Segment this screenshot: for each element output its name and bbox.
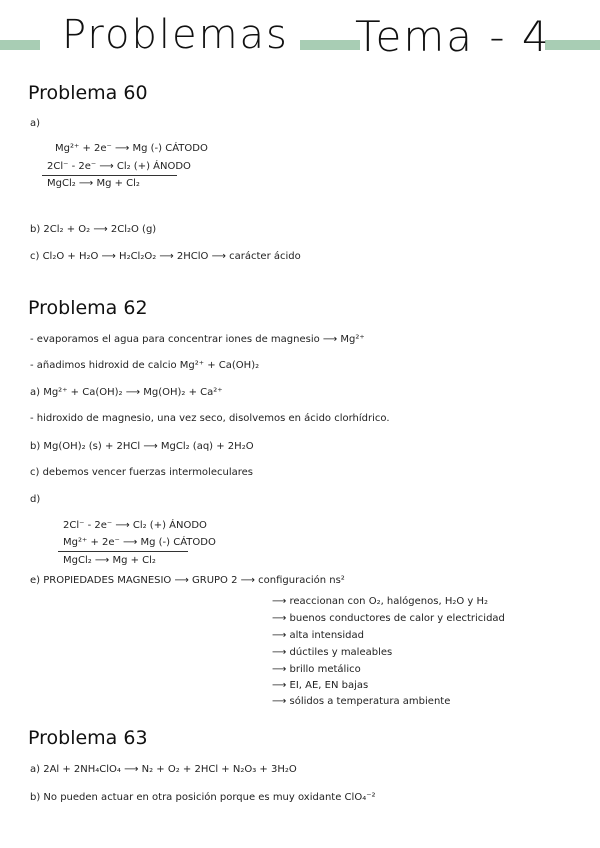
p62-line2: - añadimos hidroxid de calcio Mg²⁺ + Ca(OH)₂ bbox=[30, 360, 260, 371]
p60-a-line2: 2Cl⁻ - 2e⁻ ⟶ Cl₂ (+) ÁNODO bbox=[47, 161, 191, 172]
p63-a-line: a) 2Al + 2NH₄ClO₄ ⟶ N₂ + O₂ + 2HCl + N₂O₃ + 3H₂O bbox=[30, 764, 297, 775]
p62-d-line2: Mg²⁺ + 2e⁻ ⟶ Mg (-) CÁTODO bbox=[63, 537, 216, 548]
p60-c-line: c) Cl₂O + H₂O ⟶ H₂Cl₂O₂ ⟶ 2HClO ⟶ carácter ácido bbox=[30, 251, 301, 262]
p62-line3: a) Mg²⁺ + Ca(OH)₂ ⟶ Mg(OH)₂ + Ca²⁺ bbox=[30, 387, 223, 398]
p62-d-line1: 2Cl⁻ - 2e⁻ ⟶ Cl₂ (+) ÁNODO bbox=[63, 520, 207, 531]
highlight-stripe-right bbox=[545, 40, 600, 50]
p62-prop-3: ⟶ alta intensidad bbox=[272, 630, 364, 641]
p60-a-line3: MgCl₂ ⟶ Mg + Cl₂ bbox=[47, 178, 140, 189]
page-title-left: Problemas bbox=[62, 12, 289, 58]
p62-e-main: e) PROPIEDADES MAGNESIO ⟶ GRUPO 2 ⟶ configuración ns² bbox=[30, 575, 345, 586]
page-title-right: Tema - 4 bbox=[355, 12, 551, 61]
p62-sum-rule bbox=[58, 551, 188, 552]
p62-prop-1: ⟶ reaccionan con O₂, halógenos, H₂O y H₂ bbox=[272, 596, 489, 607]
p62-prop-2: ⟶ buenos conductores de calor y electricidad bbox=[272, 613, 505, 624]
p62-line4: - hidroxido de magnesio, una vez seco, disolvemos en ácido clorhídrico. bbox=[30, 413, 390, 424]
p62-d-line3: MgCl₂ ⟶ Mg + Cl₂ bbox=[63, 555, 156, 566]
p62-prop-4: ⟶ dúctiles y maleables bbox=[272, 647, 393, 658]
p62-prop-6: ⟶ EI, AE, EN bajas bbox=[272, 680, 369, 691]
p62-line6: c) debemos vencer fuerzas intermoleculares bbox=[30, 467, 253, 478]
p62-prop-5: ⟶ brillo metálico bbox=[272, 664, 361, 675]
p60-sum-rule bbox=[42, 175, 177, 176]
p60-a-line1: Mg²⁺ + 2e⁻ ⟶ Mg (-) CÁTODO bbox=[55, 143, 208, 154]
p62-d-label: d) bbox=[30, 494, 41, 505]
heading-problema-60: Problema 60 bbox=[28, 82, 148, 104]
p60-a-label: a) bbox=[30, 118, 41, 129]
heading-problema-63: Problema 63 bbox=[28, 727, 148, 749]
p63-b-line: b) No pueden actuar en otra posición porque es muy oxidante ClO₄⁻² bbox=[30, 792, 376, 803]
highlight-stripe-middle bbox=[300, 40, 360, 50]
highlight-stripe-left bbox=[0, 40, 40, 50]
p60-b-line: b) 2Cl₂ + O₂ ⟶ 2Cl₂O (g) bbox=[30, 224, 157, 235]
p62-line1: - evaporamos el agua para concentrar iones de magnesio ⟶ Mg²⁺ bbox=[30, 334, 365, 345]
heading-problema-62: Problema 62 bbox=[28, 297, 148, 319]
p62-prop-7: ⟶ sólidos a temperatura ambiente bbox=[272, 696, 451, 707]
p62-line5: b) Mg(OH)₂ (s) + 2HCl ⟶ MgCl₂ (aq) + 2H₂O bbox=[30, 441, 254, 452]
